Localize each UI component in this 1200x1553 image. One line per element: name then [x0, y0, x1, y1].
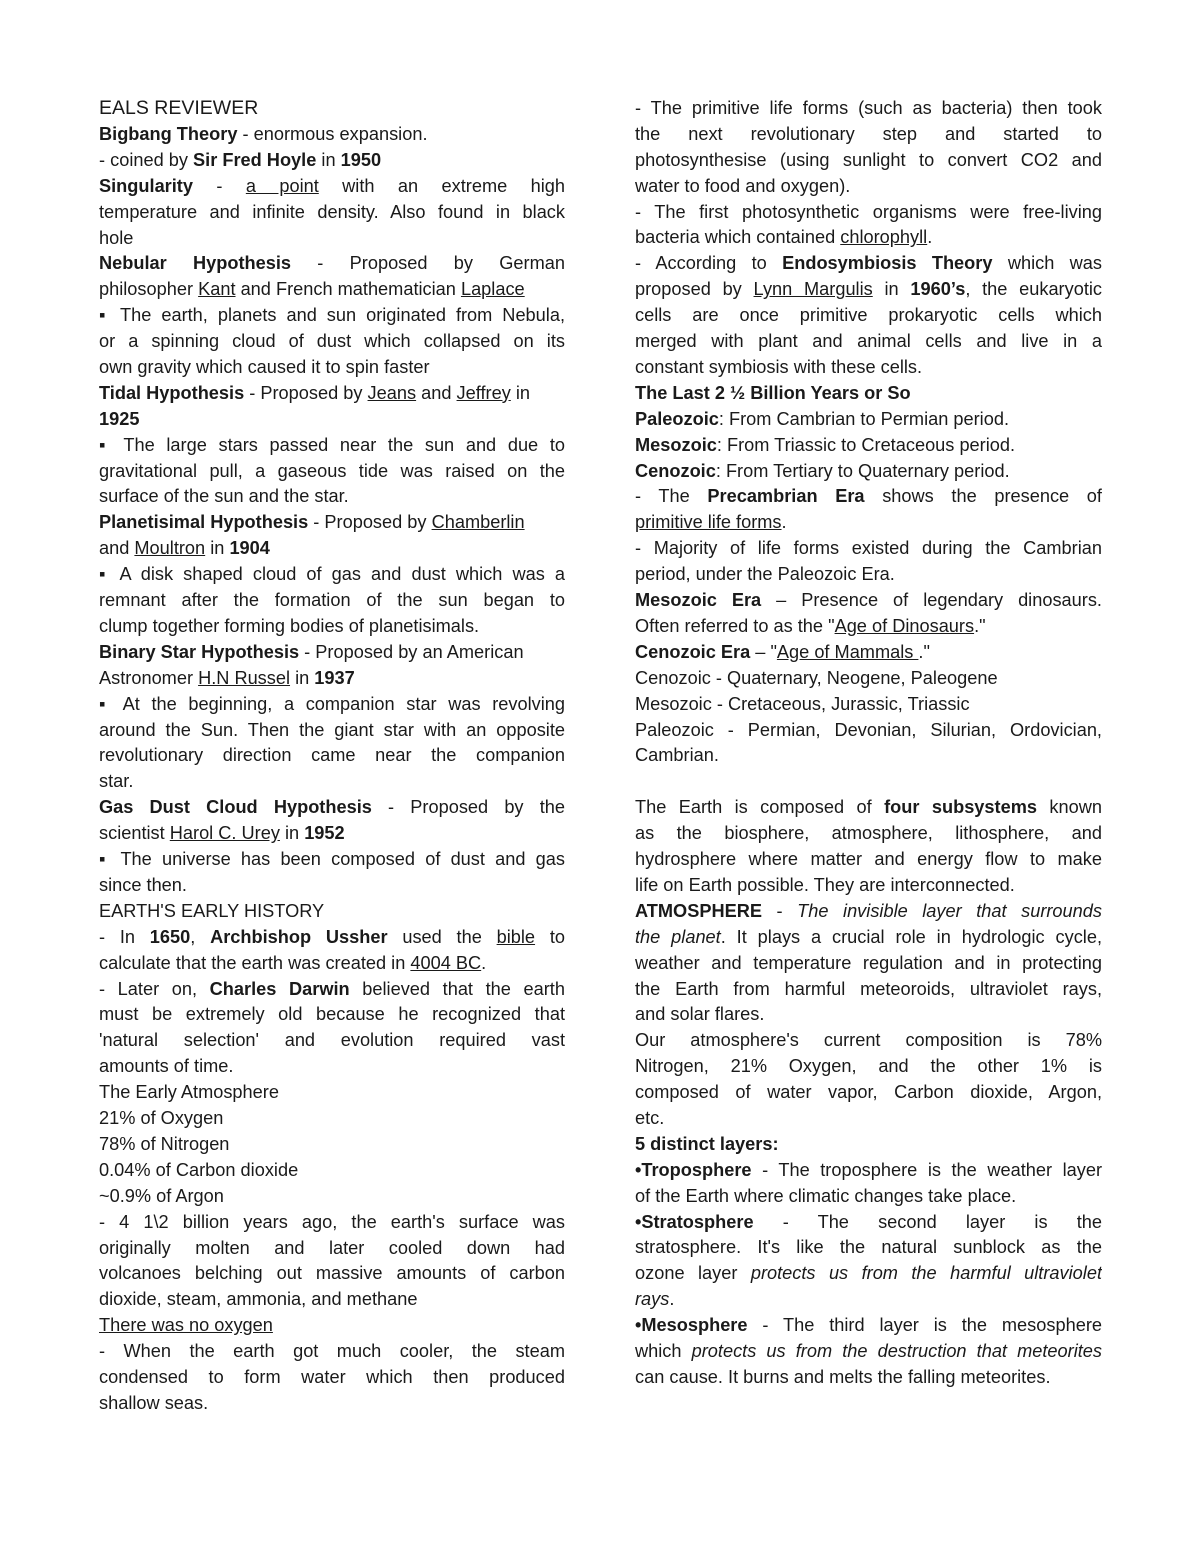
text-line	[635, 873, 1102, 899]
text-line	[635, 925, 1102, 951]
text-line	[99, 536, 565, 562]
text-line	[635, 1339, 1102, 1365]
text-line	[635, 1184, 1102, 1210]
text-run: ▪ The earth, planets and sun originated from Nebula,	[99, 305, 565, 326]
text-line	[635, 718, 1102, 744]
text-line	[99, 1106, 565, 1132]
text-line	[99, 718, 565, 744]
text-line	[99, 407, 565, 433]
text-line	[635, 795, 1102, 821]
text-line	[635, 174, 1102, 200]
text-run: 5 distinct layers:	[635, 1133, 779, 1154]
text-run: - enormous expansion.	[237, 123, 428, 144]
text-run: - When the earth got much cooler, the steam	[99, 1341, 565, 1362]
text-run: shallow seas.	[99, 1392, 209, 1413]
text-run: .	[927, 227, 933, 248]
text-run: - Proposed by	[244, 382, 368, 403]
text-line	[99, 614, 565, 640]
text-run: ▪ The universe has been composed of dust and gas	[99, 849, 565, 870]
text-run: .	[669, 1289, 675, 1310]
text-run: gravitational pull, a gaseous tide was raised on the	[99, 460, 565, 481]
text-line	[635, 536, 1102, 562]
text-run: Kant	[198, 279, 236, 300]
text-run: - Majority of life forms existed during the Cambrian	[635, 538, 1102, 559]
text-line	[99, 1261, 565, 1287]
text-run: - The second layer is the	[753, 1211, 1102, 1232]
text-line	[99, 459, 565, 485]
text-run: - Proposed by an American	[299, 641, 524, 662]
text-line	[99, 1080, 565, 1106]
text-line	[635, 821, 1102, 847]
text-line	[99, 1028, 565, 1054]
text-run: - The first photosynthetic organisms were free-living	[635, 201, 1102, 222]
text-run: Lynn Margulis	[753, 279, 873, 300]
text-run: temperature and infinite density. Also found in black	[99, 201, 565, 222]
text-line	[99, 1054, 565, 1080]
text-line	[99, 381, 565, 407]
text-run: the Earth from harmful meteoroids, ultraviolet rays,	[635, 978, 1102, 999]
text-line	[99, 769, 565, 795]
text-run: originally molten and later cooled down had	[99, 1237, 565, 1258]
text-run: stratosphere. It's like the natural sunblock as the	[635, 1237, 1102, 1258]
text-line	[635, 1106, 1102, 1132]
text-line	[99, 200, 565, 226]
text-run: - 4 1\2 billion years ago, the earth's surface was	[99, 1211, 565, 1232]
text-run: ."	[974, 615, 986, 636]
text-line	[635, 303, 1102, 329]
text-line	[99, 303, 565, 329]
text-line	[99, 510, 565, 536]
text-run: calculate that the earth was created in	[99, 952, 411, 973]
text-run: remnant after the formation of the sun began to	[99, 590, 565, 611]
text-line	[635, 899, 1102, 925]
text-run: Mesozoic Era	[635, 590, 762, 611]
text-line	[99, 174, 565, 200]
text-run: ▪ At the beginning, a companion star was revolving	[99, 693, 565, 714]
text-run: rays	[635, 1289, 670, 1310]
text-run: composed of water vapor, Carbon dioxide, Argon,	[635, 1082, 1102, 1103]
text-run: own gravity which caused it to spin faster	[99, 356, 430, 377]
text-line	[99, 484, 565, 510]
text-run: known	[1037, 797, 1102, 818]
text-line	[635, 1313, 1102, 1339]
text-run: hydrosphere where matter and energy flow to make	[635, 849, 1102, 870]
text-line	[99, 873, 565, 899]
text-run: in	[316, 149, 341, 170]
text-run: which	[635, 1341, 692, 1362]
text-run: 4004 BC	[410, 952, 482, 973]
text-run: - The third layer is the mesosphere	[747, 1315, 1102, 1336]
text-run: must be extremely old because he recognized that	[99, 1004, 565, 1025]
text-run: Nitrogen, 21% Oxygen, and the other 1% is	[635, 1056, 1102, 1077]
text-line	[635, 588, 1102, 614]
text-run: photosynthesise (using sunlight to convert CO2 and	[635, 149, 1102, 170]
text-run: protects us from the harmful ultraviolet	[750, 1263, 1102, 1284]
text-run: The Last 2 ½ Billion Years or So	[635, 382, 911, 403]
text-run: •Mesosphere	[635, 1315, 748, 1336]
text-line	[99, 640, 565, 666]
text-run: - According to	[635, 253, 783, 274]
text-run: 1937	[314, 667, 355, 688]
text-line	[99, 588, 565, 614]
text-run: period, under the Paleozoic Era.	[635, 564, 895, 585]
text-run: four subsystems	[884, 797, 1037, 818]
text-run: to	[535, 926, 565, 947]
text-run: There was no oxygen	[99, 1315, 273, 1336]
text-run: and solar flares.	[635, 1004, 765, 1025]
text-line	[99, 1365, 565, 1391]
text-run: . It plays a crucial role in hydrologic cycle,	[720, 926, 1102, 947]
text-run: Tidal Hypothesis	[99, 382, 245, 403]
left-column	[99, 96, 565, 1417]
text-line	[635, 847, 1102, 873]
text-run: bacteria which contained	[635, 227, 841, 248]
text-run: cells are once primitive prokaryotic cells which	[635, 305, 1102, 326]
text-line	[99, 692, 565, 718]
text-run: around the Sun. Then the giant star with an opposite	[99, 719, 565, 740]
text-run: ozone layer	[635, 1263, 751, 1284]
text-run: proposed by	[635, 279, 754, 300]
text-run: amounts of time.	[99, 1056, 234, 1077]
text-run: constant symbiosis with these cells.	[635, 356, 923, 377]
text-run: Endosymbiosis Theory	[782, 253, 993, 274]
text-run: in	[279, 823, 305, 844]
text-run: 1960’s	[910, 279, 966, 300]
text-run: Planetisimal Hypothesis	[99, 512, 309, 533]
text-run: 1950	[340, 149, 382, 170]
text-run: surface of the sun and the star.	[99, 486, 349, 507]
text-line	[635, 381, 1102, 407]
text-run: revolutionary direction came near the companion	[99, 745, 565, 766]
text-line	[635, 1235, 1102, 1261]
text-line	[635, 1158, 1102, 1184]
text-run: - coined by	[99, 149, 194, 170]
text-line	[99, 951, 565, 977]
text-line	[99, 1184, 565, 1210]
text-line	[99, 925, 565, 951]
text-run: the planet	[635, 926, 721, 947]
text-line	[635, 640, 1102, 666]
text-line	[99, 433, 565, 459]
text-run: Mesozoic	[635, 434, 717, 455]
text-run: condensed to form water which then produced	[99, 1367, 565, 1388]
text-run: – "	[750, 641, 777, 662]
text-run: The Early Atmosphere	[99, 1082, 279, 1103]
text-run: believed that the earth	[349, 978, 565, 999]
text-run: ▪ The large stars passed near the sun and due to	[99, 434, 565, 455]
text-line	[635, 1365, 1102, 1391]
text-run: ATMOSPHERE	[635, 900, 762, 921]
text-line	[635, 148, 1102, 174]
text-line	[635, 433, 1102, 459]
text-line	[635, 666, 1102, 692]
text-line	[99, 1391, 565, 1417]
text-run: Moultron	[134, 538, 206, 559]
text-run: Sir Fred Hoyle	[193, 149, 317, 170]
text-line	[99, 562, 565, 588]
text-run: Cenozoic	[635, 460, 716, 481]
blank-line	[635, 769, 1102, 795]
text-line	[635, 484, 1102, 510]
text-run: ▪ A disk shaped cloud of gas and dust which was a	[99, 564, 565, 585]
text-run: Precambrian Era	[707, 486, 865, 507]
text-run: which was	[992, 253, 1102, 274]
text-run: - Proposed by	[308, 512, 432, 533]
text-line	[99, 1313, 565, 1339]
text-line	[635, 977, 1102, 1003]
text-run: - In	[99, 926, 150, 947]
text-run: Mesozoic - Cretaceous, Jurassic, Triassic	[635, 693, 970, 714]
text-run: Jeans	[367, 382, 417, 403]
text-line	[99, 666, 565, 692]
text-line	[635, 225, 1102, 251]
text-run: life on Earth possible. They are interconnected.	[635, 874, 1015, 895]
text-run: 21% of Oxygen	[99, 1108, 224, 1129]
text-run: Laplace	[460, 279, 525, 300]
text-run: scientist	[99, 823, 170, 844]
text-line	[635, 510, 1102, 536]
text-run: of the Earth where climatic changes take place.	[635, 1185, 1017, 1206]
text-line	[99, 795, 565, 821]
text-run: - Proposed by German	[291, 253, 565, 274]
text-run: and	[416, 382, 457, 403]
text-run: Gas Dust Cloud Hypothesis	[99, 797, 372, 818]
text-run: Our atmosphere's current composition is 78%	[635, 1030, 1102, 1051]
text-run: bible	[496, 926, 536, 947]
text-run: : From Tertiary to Quaternary period.	[715, 460, 1010, 481]
text-run: •Stratosphere	[635, 1211, 754, 1232]
text-run: - The primitive life forms (such as bacteria) then took	[635, 98, 1102, 118]
text-run: -	[761, 900, 798, 921]
text-run: as the biosphere, atmosphere, lithosphere, and	[635, 823, 1102, 844]
text-run: since then.	[99, 874, 187, 895]
text-run: – Presence of legendary dinosaurs.	[761, 590, 1102, 611]
text-line	[99, 226, 565, 252]
text-run: primitive life forms	[635, 512, 782, 533]
text-line	[635, 1132, 1102, 1158]
text-run: Archbishop Ussher	[210, 926, 388, 947]
text-line	[635, 1287, 1102, 1313]
text-run: can cause. It burns and melts the falling meteorites.	[635, 1366, 1051, 1387]
text-run: a point	[245, 175, 319, 196]
text-line	[635, 251, 1102, 277]
text-run: The invisible layer that surrounds	[797, 900, 1102, 921]
text-run: Paleozoic - Permian, Devonian, Silurian, Ordovician,	[635, 719, 1102, 740]
text-run: •Troposphere	[635, 1159, 752, 1180]
text-line	[635, 1210, 1102, 1236]
text-line	[99, 355, 565, 381]
text-run: .	[481, 952, 487, 973]
text-run: Nebular Hypothesis	[99, 253, 292, 274]
text-run: - The	[635, 486, 708, 507]
text-line	[99, 122, 565, 148]
text-line	[99, 1339, 565, 1365]
text-run: 78% of Nitrogen	[99, 1133, 230, 1154]
text-line	[635, 951, 1102, 977]
text-run: - Later on,	[99, 978, 210, 999]
document-title: EALS REVIEWER	[99, 97, 259, 119]
text-line	[635, 562, 1102, 588]
text-line	[99, 1132, 565, 1158]
text-run: The Earth is composed of	[635, 797, 885, 818]
text-line	[635, 614, 1102, 640]
text-line	[635, 1054, 1102, 1080]
text-line	[635, 1002, 1102, 1028]
text-line	[635, 459, 1102, 485]
text-run: philosopher	[99, 279, 199, 300]
text-line	[99, 1287, 565, 1313]
text-run: or a spinning cloud of dust which collapsed on its	[99, 331, 565, 352]
text-run: merged with plant and animal cells and live in a	[635, 331, 1102, 352]
text-run: : From Triassic to Cretaceous period.	[716, 434, 1016, 455]
text-run: ~0.9% of Argon	[99, 1185, 224, 1206]
text-line	[99, 1236, 565, 1262]
text-run: and	[99, 538, 135, 559]
text-line	[99, 251, 565, 277]
text-run: ,	[190, 926, 211, 947]
text-run: 'natural selection' and evolution required vast	[99, 1030, 565, 1051]
text-run: protects us from the destruction that meteorites	[691, 1341, 1102, 1362]
text-run: EARTH'S EARLY HISTORY	[99, 900, 325, 921]
text-line	[635, 200, 1102, 226]
text-run: 1952	[304, 823, 345, 844]
text-run: Jeffrey	[456, 382, 511, 403]
text-line	[99, 277, 565, 303]
text-line	[99, 899, 565, 925]
text-run: Age of Dinosaurs	[834, 615, 975, 636]
text-run: the next revolutionary step and started to	[635, 123, 1102, 144]
text-run: etc.	[635, 1107, 665, 1128]
text-run: Binary Star Hypothesis	[99, 641, 300, 662]
text-run: H.N Russel	[198, 667, 291, 688]
text-run: Charles Darwin	[209, 978, 350, 999]
text-line	[99, 1002, 565, 1028]
text-run: in	[290, 667, 315, 688]
text-run: hole	[99, 227, 134, 248]
text-line	[635, 692, 1102, 718]
text-run: 1925	[99, 408, 140, 429]
text-line	[99, 847, 565, 873]
text-run: : From Cambrian to Permian period.	[718, 408, 1010, 429]
text-run: clump together forming bodies of planetisimals.	[99, 615, 480, 636]
text-line	[635, 277, 1102, 303]
text-line	[99, 329, 565, 355]
text-run: - Proposed by the	[371, 797, 565, 818]
text-run: Bigbang Theory	[99, 123, 238, 144]
text-run: and French mathematician	[235, 279, 461, 300]
text-run: Cenozoic - Quaternary, Neogene, Paleogene	[635, 667, 998, 688]
text-run: ."	[918, 641, 930, 662]
text-run: in	[872, 279, 911, 300]
text-line	[99, 1158, 565, 1184]
text-run: , the eukaryotic	[965, 279, 1102, 300]
text-line	[99, 148, 565, 174]
text-run: -	[192, 175, 246, 196]
text-line	[635, 1080, 1102, 1106]
text-run: star.	[99, 771, 134, 792]
text-run: Cambrian.	[635, 745, 719, 766]
text-run: weather and temperature regulation and in protecting	[635, 952, 1102, 973]
text-run: used the	[387, 926, 497, 947]
text-run: Often referred to as the "	[635, 615, 835, 636]
text-run: volcanoes belching out massive amounts of carbon	[99, 1263, 565, 1284]
text-run: Harol C. Urey	[169, 823, 280, 844]
text-run: Age of Mammals	[776, 641, 919, 662]
text-run: chlorophyll	[840, 227, 928, 248]
text-line	[99, 821, 565, 847]
text-run: Singularity	[99, 175, 193, 196]
text-line	[635, 329, 1102, 355]
text-line	[635, 96, 1102, 122]
text-run: .	[781, 512, 787, 533]
text-run: shows the presence of	[864, 486, 1102, 507]
text-line	[635, 407, 1102, 433]
text-run: - The troposphere is the weather layer	[751, 1159, 1102, 1180]
text-line	[635, 1028, 1102, 1054]
text-line	[99, 1210, 565, 1236]
text-run: 1650	[149, 926, 191, 947]
text-line	[635, 1261, 1102, 1287]
text-run: in	[510, 382, 531, 403]
text-line	[99, 743, 565, 769]
text-run: dioxide, steam, ammonia, and methane	[99, 1289, 418, 1310]
text-line	[99, 977, 565, 1003]
text-run: Cenozoic Era	[635, 641, 751, 662]
text-run: water to food and oxygen).	[635, 175, 851, 196]
text-line	[635, 122, 1102, 148]
text-run: Chamberlin	[431, 512, 525, 533]
text-run: 0.04% of Carbon dioxide	[99, 1159, 299, 1180]
right-column	[635, 96, 1102, 1391]
text-run: in	[205, 538, 230, 559]
text-run: 1904	[229, 538, 270, 559]
text-run: with an extreme high	[318, 175, 565, 196]
text-run: Paleozoic	[635, 408, 719, 429]
text-line	[635, 355, 1102, 381]
text-run: Astronomer	[99, 667, 199, 688]
text-line	[635, 743, 1102, 769]
